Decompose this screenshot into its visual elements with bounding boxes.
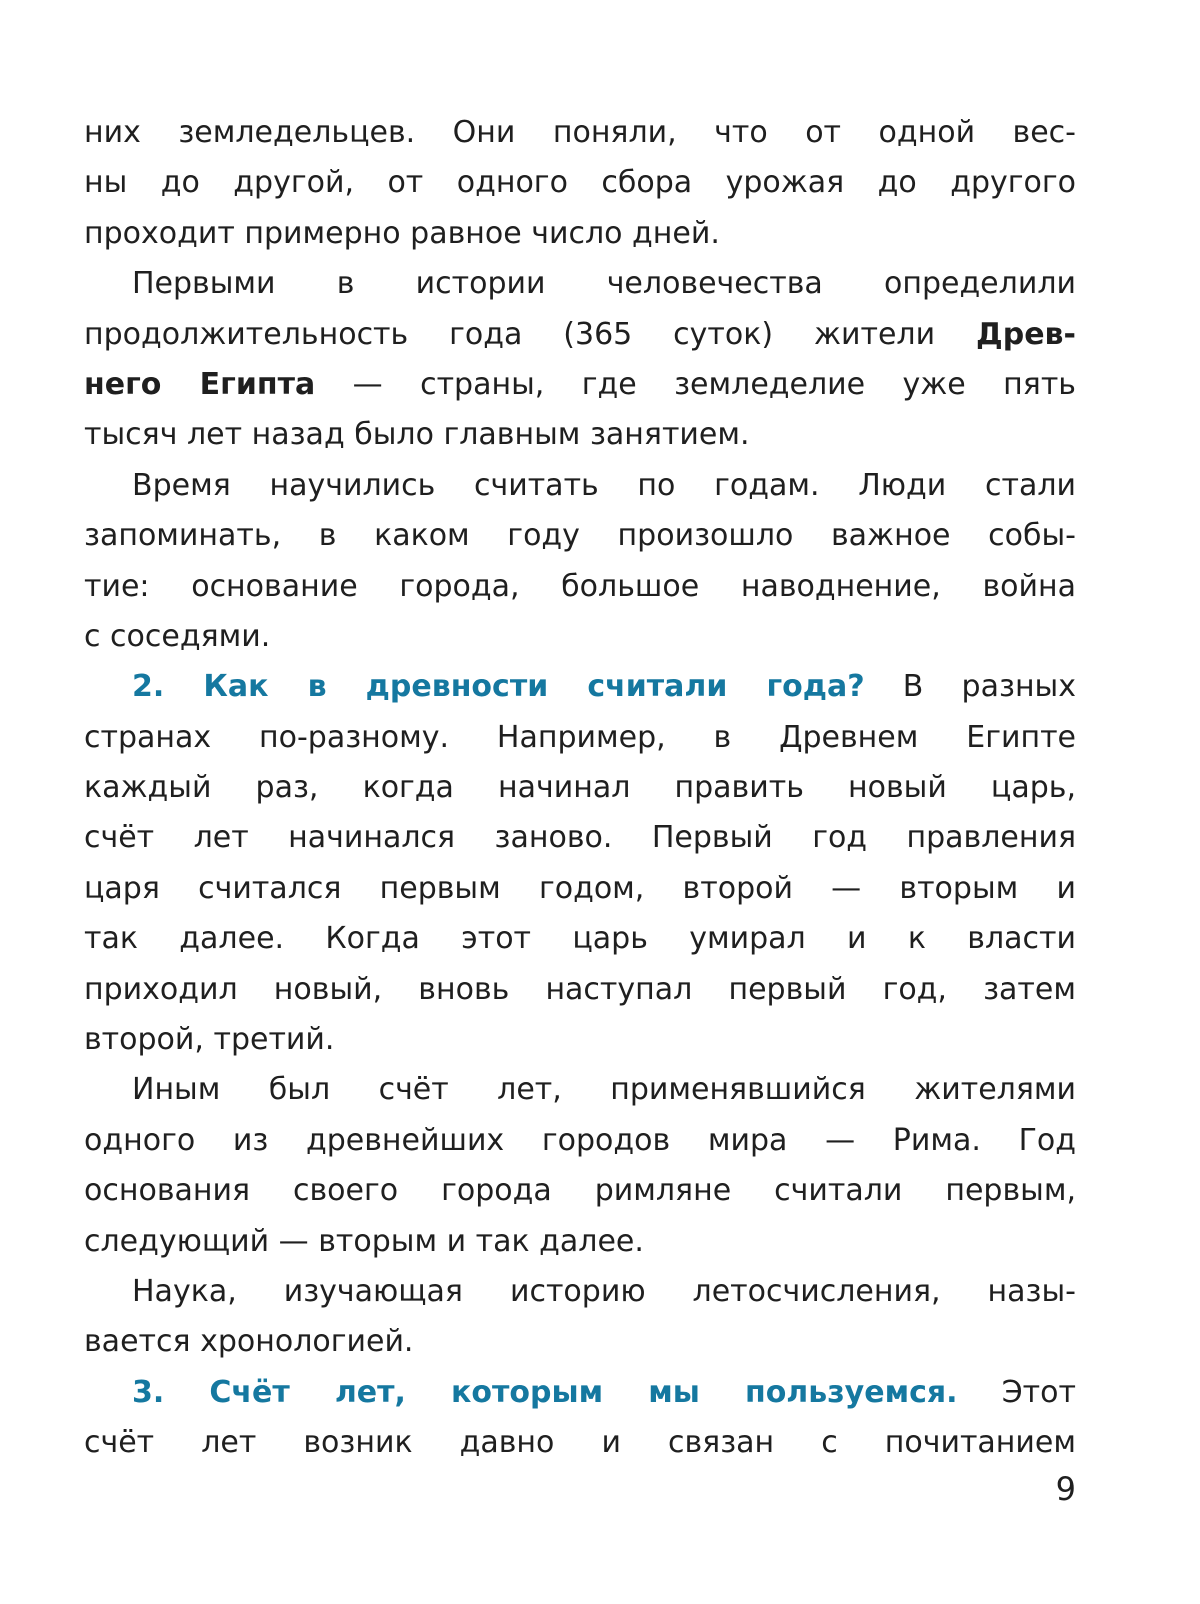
text-fragment: — страны, где земледелие уже пять: [315, 366, 1076, 402]
text-line: Первыми в истории человечества определили: [132, 266, 1076, 302]
bold-term: Древ-: [976, 316, 1076, 352]
text-line: одного из древнейших городов мира — Рима. Год: [84, 1122, 1076, 1158]
text-fragment: Этот: [957, 1374, 1076, 1410]
text-line: следующий — вторым и так далее.: [84, 1223, 644, 1259]
section-heading-2: 2. Как в древности считали года?: [132, 669, 865, 705]
page-body: [84, 108, 1076, 1469]
text-line: второй, третий.: [84, 1022, 335, 1058]
page-number: 9: [1055, 1470, 1076, 1508]
text-line: Иным был счёт лет, применявшийся жителями: [132, 1072, 1076, 1108]
text-line: тысяч лет назад было главным занятием.: [84, 417, 750, 453]
text-line: проходит примерно равное число дней.: [84, 215, 720, 251]
section-heading-3: 3. Счёт лет, которым мы пользуемся.: [132, 1374, 958, 1410]
text-line: приходил новый, вновь наступал первый год, затем: [84, 971, 1076, 1007]
text-line: вается хронологией.: [84, 1324, 414, 1360]
text-line: Время научились считать по годам. Люди стали: [132, 467, 1076, 503]
text-fragment: продолжительность года (365 суток) жители: [84, 316, 977, 352]
text-line: [84, 1368, 1076, 1418]
text-line: царя считался первым годом, второй — вторым и: [84, 870, 1076, 906]
text-line: Наука, изучающая историю летосчисления, назы-: [132, 1273, 1076, 1309]
text-line: [84, 360, 1076, 410]
text-line: них земледельцев. Они поняли, что от одной вес-: [84, 115, 1076, 150]
text-line: [84, 662, 1076, 712]
text-line: каждый раз, когда начинал править новый царь,: [84, 770, 1076, 806]
text-line: счёт лет начинался заново. Первый год правления: [84, 820, 1076, 856]
text-line: [84, 310, 1076, 360]
text-line: так далее. Когда этот царь умирал и к власти: [84, 921, 1076, 957]
text-line: ны до другой, от одного сбора урожая до другого: [84, 165, 1076, 201]
text-line: основания своего города римляне считали первым,: [84, 1173, 1076, 1209]
text-line: странах по-разному. Например, в Древнем Египте: [84, 719, 1076, 755]
text-fragment: В разных: [864, 669, 1076, 705]
text-line: с соседями.: [84, 618, 271, 654]
text-line: тие: основание города, большое наводнение, война: [84, 568, 1076, 604]
text-line: счёт лет возник давно и связан с почитанием: [84, 1425, 1076, 1461]
text-line: запоминать, в каком году произошло важное собы-: [84, 518, 1076, 554]
bold-term: него Египта: [84, 366, 316, 402]
